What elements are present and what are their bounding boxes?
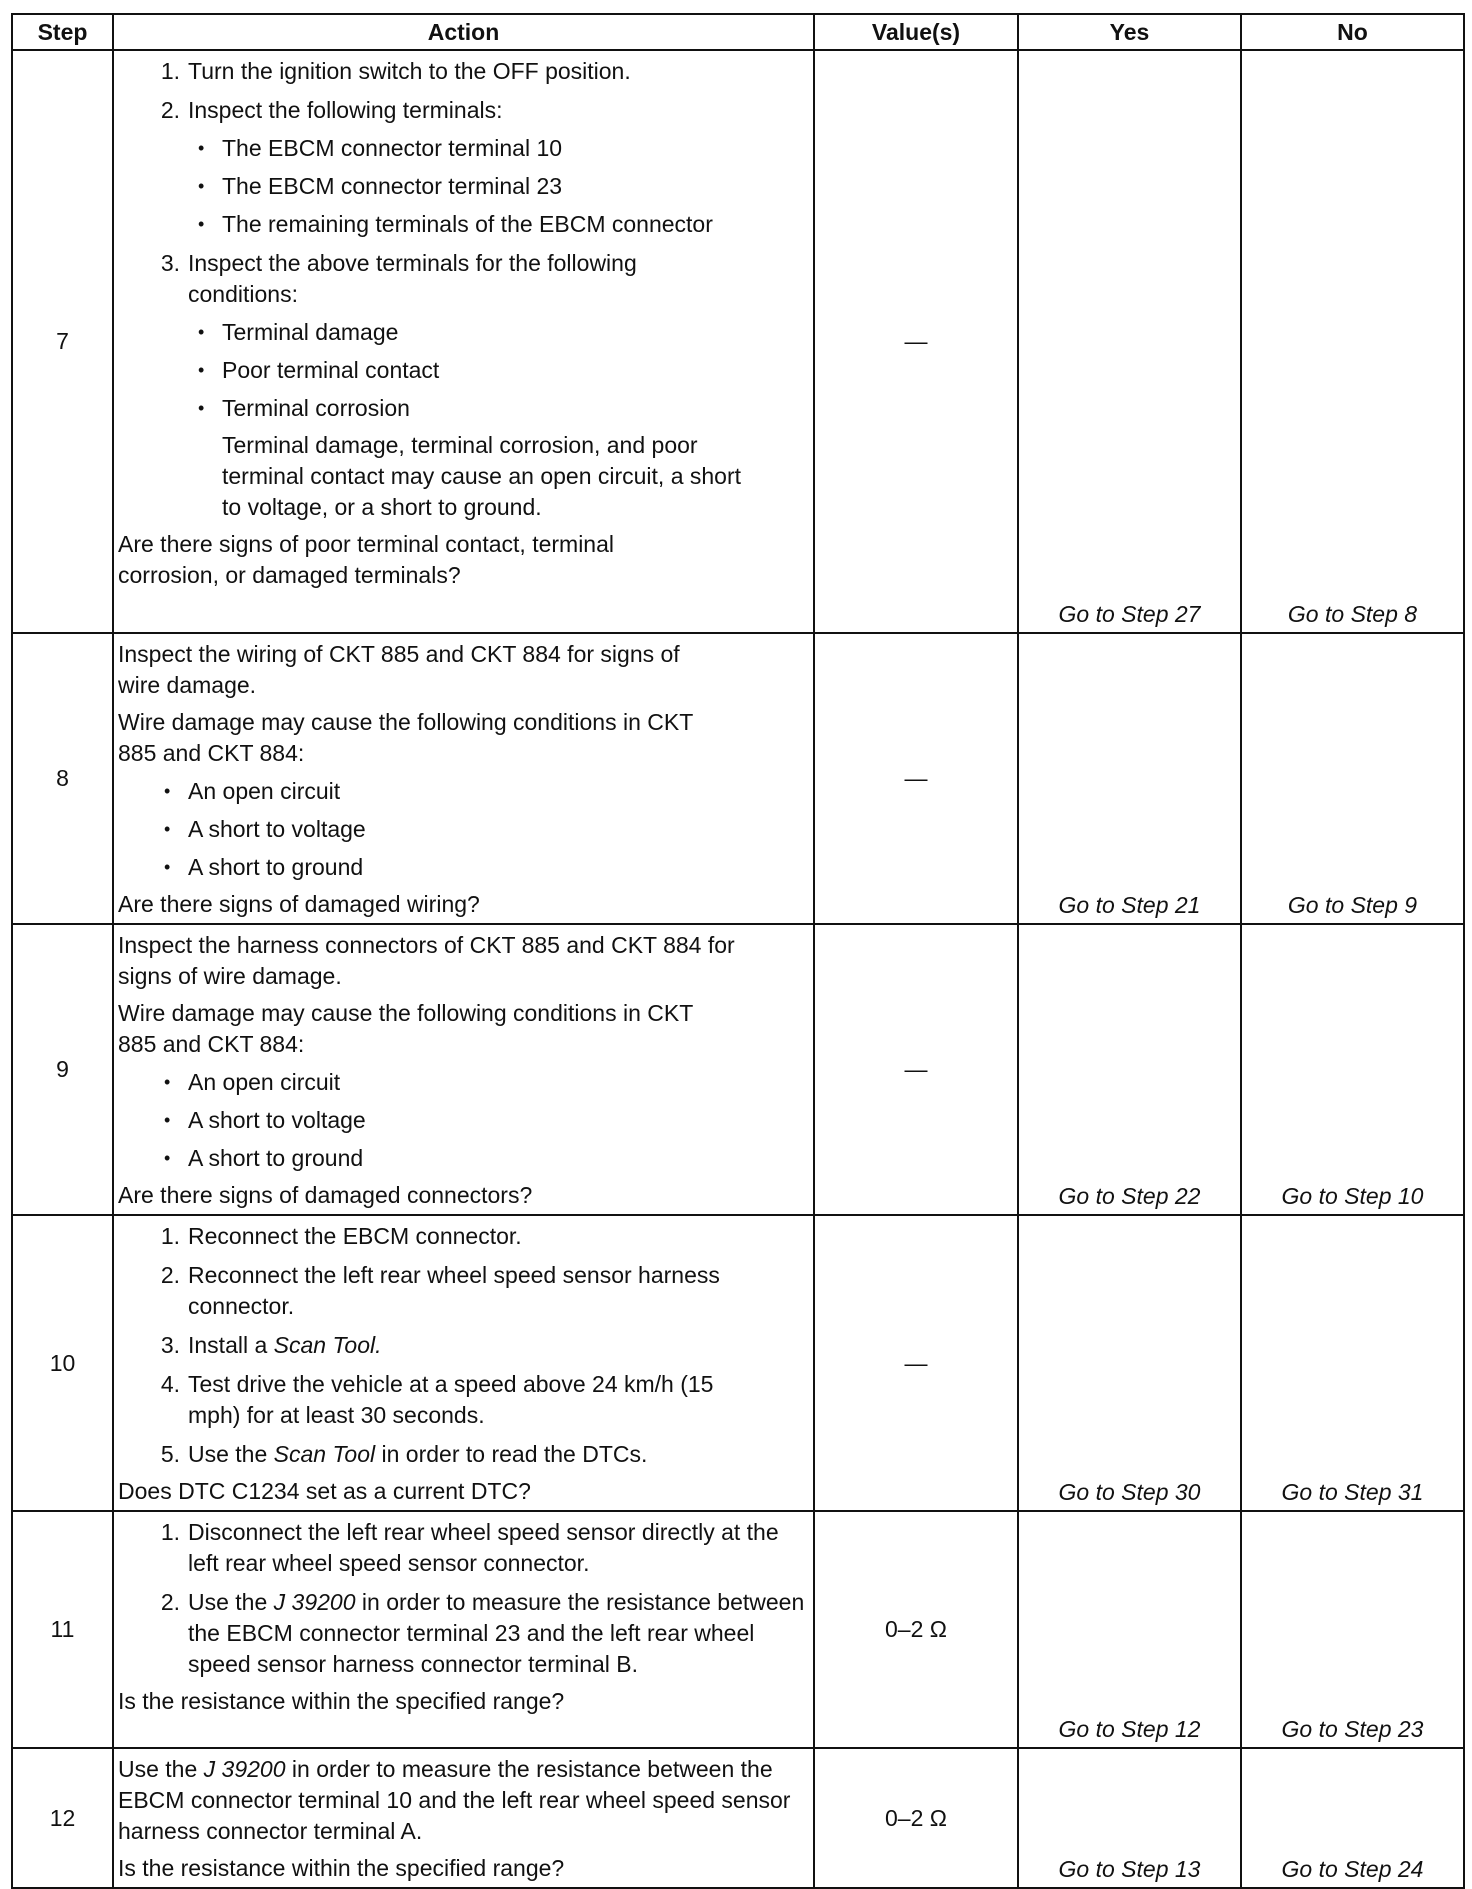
no-cell: Go to Step 23 xyxy=(1241,1511,1464,1748)
header-step: Step xyxy=(12,14,113,50)
list-item: 2. Reconnect the left rear wheel speed sensor harness connector. xyxy=(160,1262,720,1319)
bullet-item: • A short to ground xyxy=(164,1145,364,1171)
table-row xyxy=(12,1748,1464,1888)
value-cell: — xyxy=(814,633,1018,924)
question-text: Are there signs of damaged wiring? xyxy=(118,891,480,917)
value-cell: — xyxy=(814,924,1018,1215)
list-item: 4. Test drive the vehicle at a speed above 24 km/h (15 mph) for at least 30 seconds. xyxy=(160,1371,714,1428)
list-item: 2. Use the J 39200 in order to measure the resistance between the EBCM connector terminal 23 and the left rear wheel speed sensor harness connector terminal B. xyxy=(160,1589,805,1677)
list-item: 5. Use the Scan Tool in order to read the DTCs. xyxy=(160,1441,648,1467)
header-row xyxy=(12,14,1464,50)
bullet-item: • Terminal damage xyxy=(198,319,399,345)
header-values: Value(s) xyxy=(814,14,1018,50)
no-cell: Go to Step 24 xyxy=(1241,1748,1464,1888)
bullet-item: • A short to voltage xyxy=(164,816,366,842)
list-item: 1. Disconnect the left rear wheel speed sensor directly at the left rear wheel speed sensor connector. xyxy=(160,1519,779,1576)
yes-cell: Go to Step 13 xyxy=(1018,1748,1241,1888)
note-text: Terminal damage, terminal corrosion, and poor terminal contact may cause an open circuit, a short to voltage, or a short to ground. xyxy=(222,432,742,520)
step-number: 8 xyxy=(12,633,113,924)
step-number: 12 xyxy=(12,1748,113,1888)
table-row xyxy=(12,50,1464,633)
list-item: 2. Inspect the following terminals: xyxy=(160,97,503,123)
bullet-item: • An open circuit xyxy=(164,778,341,804)
question-text: Are there signs of poor terminal contact, terminal corrosion, or damaged terminals? xyxy=(118,531,615,588)
yes-cell: Go to Step 27 xyxy=(1018,50,1241,633)
action-cell xyxy=(113,633,814,924)
paragraph: Wire damage may cause the following conditions in CKT 885 and CKT 884: xyxy=(118,1000,693,1057)
action-cell xyxy=(113,1511,814,1748)
header-action: Action xyxy=(113,14,814,50)
no-cell: Go to Step 9 xyxy=(1241,633,1464,924)
list-item: 1. Turn the ignition switch to the OFF position. xyxy=(160,58,631,84)
paragraph: Inspect the harness connectors of CKT 885 and CKT 884 for signs of wire damage. xyxy=(118,932,735,989)
paragraph: Wire damage may cause the following conditions in CKT 885 and CKT 884: xyxy=(118,709,693,766)
list-item: 1. Reconnect the EBCM connector. xyxy=(160,1223,522,1249)
value-cell: 0–2 Ω xyxy=(814,1511,1018,1748)
table-row xyxy=(12,1511,1464,1748)
header-yes: Yes xyxy=(1018,14,1241,50)
no-cell: Go to Step 10 xyxy=(1241,924,1464,1215)
header-no: No xyxy=(1241,14,1464,50)
question-text: Are there signs of damaged connectors? xyxy=(118,1182,533,1208)
bullet-item: • An open circuit xyxy=(164,1069,341,1095)
diagnostic-table xyxy=(11,13,1465,1889)
step-number: 11 xyxy=(12,1511,113,1748)
bullet-item: • A short to ground xyxy=(164,854,364,880)
tool-name: J 39200 xyxy=(203,1756,286,1782)
bullet-item: • The EBCM connector terminal 23 xyxy=(198,173,563,199)
bullet-item: • A short to voltage xyxy=(164,1107,366,1133)
table-row xyxy=(12,1215,1464,1511)
paragraph: Use the J 39200 in order to measure the resistance between the EBCM connector terminal 10 and the left rear wheel speed sensor harness connector terminal A. xyxy=(118,1756,791,1844)
action-cell xyxy=(113,924,814,1215)
tool-name: Scan Tool xyxy=(273,1441,376,1467)
list-item: 3. Inspect the above terminals for the following conditions: xyxy=(160,250,637,307)
action-cell xyxy=(113,1748,814,1888)
table-row xyxy=(12,633,1464,924)
yes-cell: Go to Step 22 xyxy=(1018,924,1241,1215)
no-cell: Go to Step 8 xyxy=(1241,50,1464,633)
question-text: Is the resistance within the specified range? xyxy=(118,1855,565,1881)
tool-name: Scan Tool. xyxy=(273,1332,382,1358)
step-number: 7 xyxy=(12,50,113,633)
value-cell: 0–2 Ω xyxy=(814,1748,1018,1888)
bullet-item: • Terminal corrosion xyxy=(198,395,410,421)
bullet-item: • The remaining terminals of the EBCM connector xyxy=(198,211,713,237)
list-item: 3. Install a Scan Tool. xyxy=(160,1332,382,1358)
tool-name: J 39200 xyxy=(273,1589,356,1615)
question-text: Is the resistance within the specified range? xyxy=(118,1688,565,1714)
step-number: 9 xyxy=(12,924,113,1215)
question-text: Does DTC C1234 set as a current DTC? xyxy=(118,1478,531,1504)
yes-cell: Go to Step 30 xyxy=(1018,1215,1241,1511)
step-number: 10 xyxy=(12,1215,113,1511)
action-cell xyxy=(113,50,814,633)
paragraph: Inspect the wiring of CKT 885 and CKT 884 for signs of wire damage. xyxy=(118,641,680,698)
yes-cell: Go to Step 21 xyxy=(1018,633,1241,924)
action-cell xyxy=(113,1215,814,1511)
no-cell: Go to Step 31 xyxy=(1241,1215,1464,1511)
yes-cell: Go to Step 12 xyxy=(1018,1511,1241,1748)
value-cell: — xyxy=(814,50,1018,633)
table-row xyxy=(12,924,1464,1215)
value-cell: — xyxy=(814,1215,1018,1511)
bullet-item: • Poor terminal contact xyxy=(198,357,440,383)
bullet-item: • The EBCM connector terminal 10 xyxy=(198,135,563,161)
